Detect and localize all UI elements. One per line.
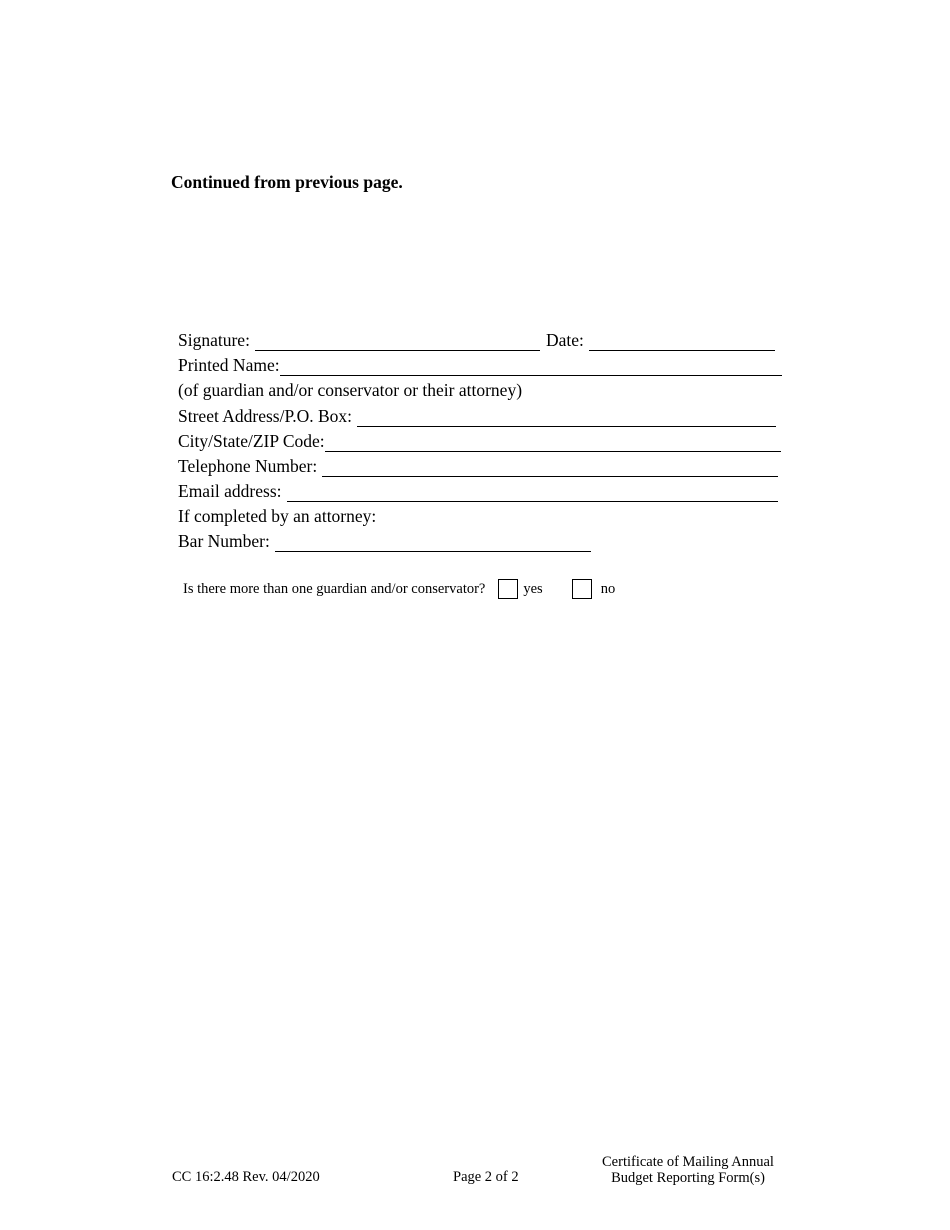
email-row <box>178 480 778 502</box>
form-title-line1: Certificate of Mailing Annual <box>602 1154 774 1170</box>
page-number: Page 2 of 2 <box>453 1169 519 1185</box>
bar-number-label: Bar Number: <box>178 531 270 551</box>
multiple-guardian-question <box>183 578 615 600</box>
no-label: no <box>600 581 616 597</box>
signature-label: Signature: <box>178 330 250 350</box>
continued-heading: Continued from previous page. <box>171 172 403 192</box>
question-text: Is there more than one guardian and/or conservator? <box>183 581 486 597</box>
printed-name-field[interactable] <box>280 358 782 376</box>
telephone-label: Telephone Number: <box>178 456 318 476</box>
date-label: Date: <box>545 330 584 350</box>
telephone-field[interactable] <box>322 459 778 477</box>
printed-name-row <box>178 354 782 376</box>
yes-label: yes <box>523 581 543 597</box>
form-title-line2: Budget Reporting Form(s) <box>611 1170 765 1186</box>
city-row <box>178 430 781 452</box>
telephone-row <box>178 455 778 477</box>
city-field[interactable] <box>325 434 781 452</box>
no-checkbox[interactable] <box>572 579 592 599</box>
form-title <box>583 1154 793 1186</box>
signature-row <box>178 329 775 351</box>
city-label: City/State/ZIP Code: <box>178 431 325 451</box>
attorney-note-row <box>178 505 376 527</box>
email-label: Email address: <box>178 481 282 501</box>
street-field[interactable] <box>357 409 776 427</box>
form-code: CC 16:2.48 Rev. 04/2020 <box>172 1169 320 1185</box>
street-row <box>178 405 776 427</box>
bar-number-row <box>178 530 591 552</box>
attorney-note: If completed by an attorney: <box>178 506 377 526</box>
printed-name-note: (of guardian and/or conservator or their attorney) <box>178 380 523 400</box>
signature-field[interactable] <box>255 333 540 351</box>
yes-checkbox[interactable] <box>498 579 518 599</box>
bar-number-field[interactable] <box>275 534 591 552</box>
printed-name-note-row <box>178 379 522 401</box>
date-field[interactable] <box>589 333 775 351</box>
street-label: Street Address/P.O. Box: <box>178 406 353 426</box>
printed-name-label: Printed Name: <box>178 355 280 375</box>
email-field[interactable] <box>287 484 778 502</box>
